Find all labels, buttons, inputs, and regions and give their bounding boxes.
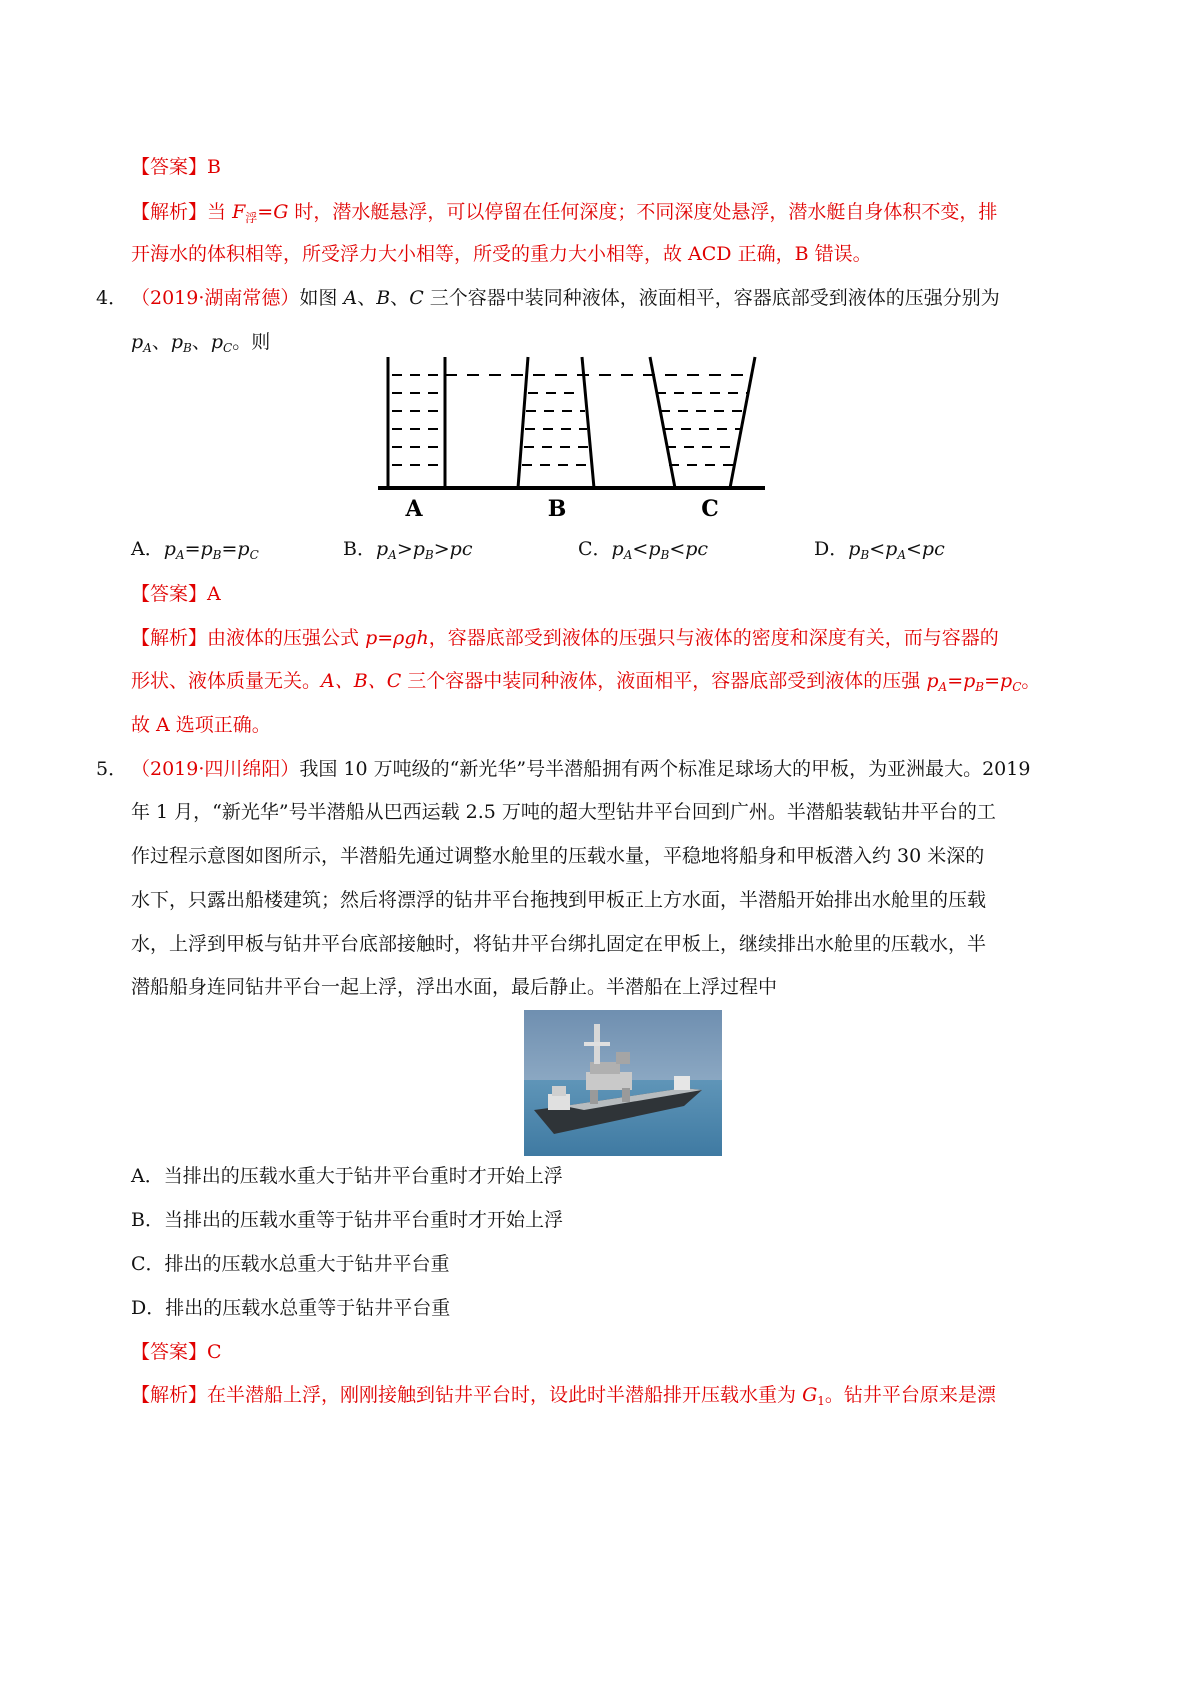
option-var: pc [921,538,945,560]
stem-text: 、 [390,287,410,309]
stem-text: 潜船船身连同钻井平台一起上浮，浮出水面，最后静止。半潜船在上浮过程中 [131,976,778,998]
figure-label-c: C [701,496,719,522]
stem-var: p [131,331,144,353]
analysis-var: p [1000,670,1013,692]
analysis-text: = [984,670,1001,692]
option-letter: A． [131,538,164,560]
stem-text: 、 [357,287,377,309]
analysis-sub: 浮 [245,211,258,225]
analysis-label: 【解析】 [131,201,208,223]
q5-option-c[interactable] [131,1251,450,1277]
analysis-text: 。 [1021,670,1041,692]
stem-text: 我国 10 万吨级的“新光华”号半潜船拥有两个标准足球场大的甲板，为亚洲最大。2019 [299,758,1031,780]
semi-submersible-ship-image [524,1010,722,1156]
q4-stem-line-2 [131,329,270,355]
q4-option-a[interactable] [131,536,259,562]
option-op: < [632,538,649,560]
answer-value: C [207,1341,222,1363]
q3-answer [131,154,221,180]
q3-analysis-line-1 [131,199,997,225]
option-sub: C [249,548,259,562]
analysis-label: 【解析】 [131,1384,208,1406]
stem-text: 、 [151,331,171,353]
q5-option-b[interactable] [131,1207,563,1233]
figure-label-a: A [405,496,423,522]
stem-text: 。则 [232,331,271,353]
option-sub: B [424,548,434,562]
analysis-var: p [963,670,976,692]
container-c [650,357,755,488]
analysis-text: 。钻井平台原来是漂 [824,1384,996,1406]
q5-stem-line-5 [131,931,986,957]
option-letter: C． [578,538,612,560]
stem-text: 如图 [299,287,344,309]
analysis-text: = [947,670,964,692]
q4-option-c[interactable] [578,536,708,562]
analysis-label: 【解析】 [131,627,208,649]
answer-value: A [207,583,221,605]
figure-label-b: B [547,496,567,522]
q5-analysis-line-1 [131,1382,996,1408]
option-sub: A [388,548,397,562]
option-var: p [648,538,661,560]
stem-var: A [343,287,358,309]
question-number: 5． [96,758,128,780]
analysis-text: 当 [207,201,233,223]
option-var: p [611,538,624,560]
analysis-sub: A [938,680,948,694]
option-op: < [869,538,886,560]
option-var: pc [685,538,709,560]
q4-analysis-line-1 [131,625,999,651]
option-var: p [237,538,250,560]
question-source: （2019·湖南常德） [131,287,300,309]
analysis-text: 故 A 选项正确。 [131,714,271,736]
analysis-var: G [273,201,289,223]
stem-var: C [409,287,424,309]
option-op: = [221,538,238,560]
option-letter: D． [814,538,849,560]
analysis-sub: C [1012,680,1022,694]
option-var: p [885,538,898,560]
stem-text: 水下，只露出船楼建筑；然后将漂浮的钻井平台拖拽到甲板正上方水面，半潜船开始排出水舱里的压载 [131,889,987,911]
option-var: p [375,538,389,560]
option-sub: B [660,548,670,562]
option-sub: A [175,548,185,562]
q4-stem-line-1 [96,285,1000,311]
option-var: p [163,538,176,560]
q5-stem-line-3 [131,843,984,869]
q5-stem-line-1 [96,756,1030,782]
option-op: < [669,538,686,560]
stem-sub: B [183,341,192,355]
answer-label: 【答案】 [131,156,208,178]
q5-option-a[interactable] [131,1163,563,1189]
option-sub: A [897,548,906,562]
option-op: = [184,538,201,560]
analysis-text: 在半潜船上浮，刚刚接触到钻井平台时，设此时半潜船排开压载水重为 [207,1384,803,1406]
q4-analysis-line-3 [131,712,271,738]
option-var: p [848,538,861,560]
option-text: C．排出的压载水总重大于钻井平台重 [131,1253,450,1275]
option-letter: B． [343,538,376,560]
stem-var: p [210,331,224,353]
option-var: p [412,538,425,560]
analysis-formula: p=ρgh [365,627,429,649]
option-text: A．当排出的压载水重大于钻井平台重时才开始上浮 [131,1165,563,1187]
analysis-sub: B [975,680,985,694]
stem-var: B [376,287,391,309]
option-op: < [906,538,922,560]
option-var: p [200,538,213,560]
option-sub: B [212,548,222,562]
analysis-sub: 1 [817,1394,825,1408]
q5-answer [131,1339,222,1365]
stem-text: 年 1 月，“新光华”号半潜船从巴西运载 2.5 万吨的超大型钻井平台回到广州。半潜船装载钻井平台的工 [131,801,996,823]
answer-label: 【答案】 [131,583,208,605]
q4-option-d[interactable] [814,536,945,562]
q4-answer [131,581,221,607]
question-number: 4． [96,287,128,309]
stem-text: 、 [191,331,211,353]
analysis-var: p [926,670,939,692]
analysis-var: A、B、C [321,670,402,692]
analysis-text: 开海水的体积相等，所受浮力大小相等，所受的重力大小相等，故 ACD 正确，B 错误。 [131,243,872,265]
stem-var: p [170,331,184,353]
option-op: > [396,538,413,560]
analysis-text: ，容器底部受到液体的压强只与液体的密度和深度有关，而与容器的 [428,627,999,649]
q5-stem-line-2 [131,799,996,825]
option-text: D．排出的压载水总重等于钻井平台重 [131,1297,451,1319]
stem-text: 作过程示意图如图所示，半潜船先通过调整水舱里的压载水量，平稳地将船身和甲板潜入约 30 米深的 [131,845,985,867]
option-sub: B [860,548,870,562]
analysis-text: 形状、液体质量无关。 [131,670,322,692]
stem-sub: C [223,341,233,355]
q5-stem-line-4 [131,887,986,913]
analysis-text: = [257,201,274,223]
analysis-text: 时，潜水艇悬浮，可以停留在任何深度；不同深度处悬浮，潜水艇自身体积不变，排 [288,201,998,223]
analysis-var: G [802,1384,818,1406]
q5-option-d[interactable] [131,1295,450,1321]
analysis-text: 三个容器中装同种液体，液面相平，容器底部受到液体的压强 [401,670,927,692]
analysis-text: 由液体的压强公式 [207,627,366,649]
question-source: （2019·四川绵阳） [131,758,300,780]
q3-analysis-line-2 [131,241,872,267]
answer-value: B [207,156,221,178]
option-op: > [433,538,450,560]
answer-label: 【答案】 [131,1341,208,1363]
stem-text: 三个容器中装同种液体，液面相平，容器底部受到液体的压强分别为 [423,287,1000,309]
container-a [388,357,445,488]
stem-sub: A [143,341,152,355]
analysis-var: F [232,201,246,223]
q4-analysis-line-2 [131,668,1040,694]
q5-stem-line-6 [131,974,777,1000]
option-sub: A [623,548,633,562]
container-b [518,357,594,488]
stem-text: 水，上浮到甲板与钻井平台底部接触时，将钻井平台绑扎固定在甲板上，继续排出水舱里的压载水，半 [131,933,987,955]
option-var: pc [449,538,473,560]
containers-figure [370,345,770,525]
q4-option-b[interactable] [343,536,472,562]
option-text: B．当排出的压载水重等于钻井平台重时才开始上浮 [131,1209,563,1231]
